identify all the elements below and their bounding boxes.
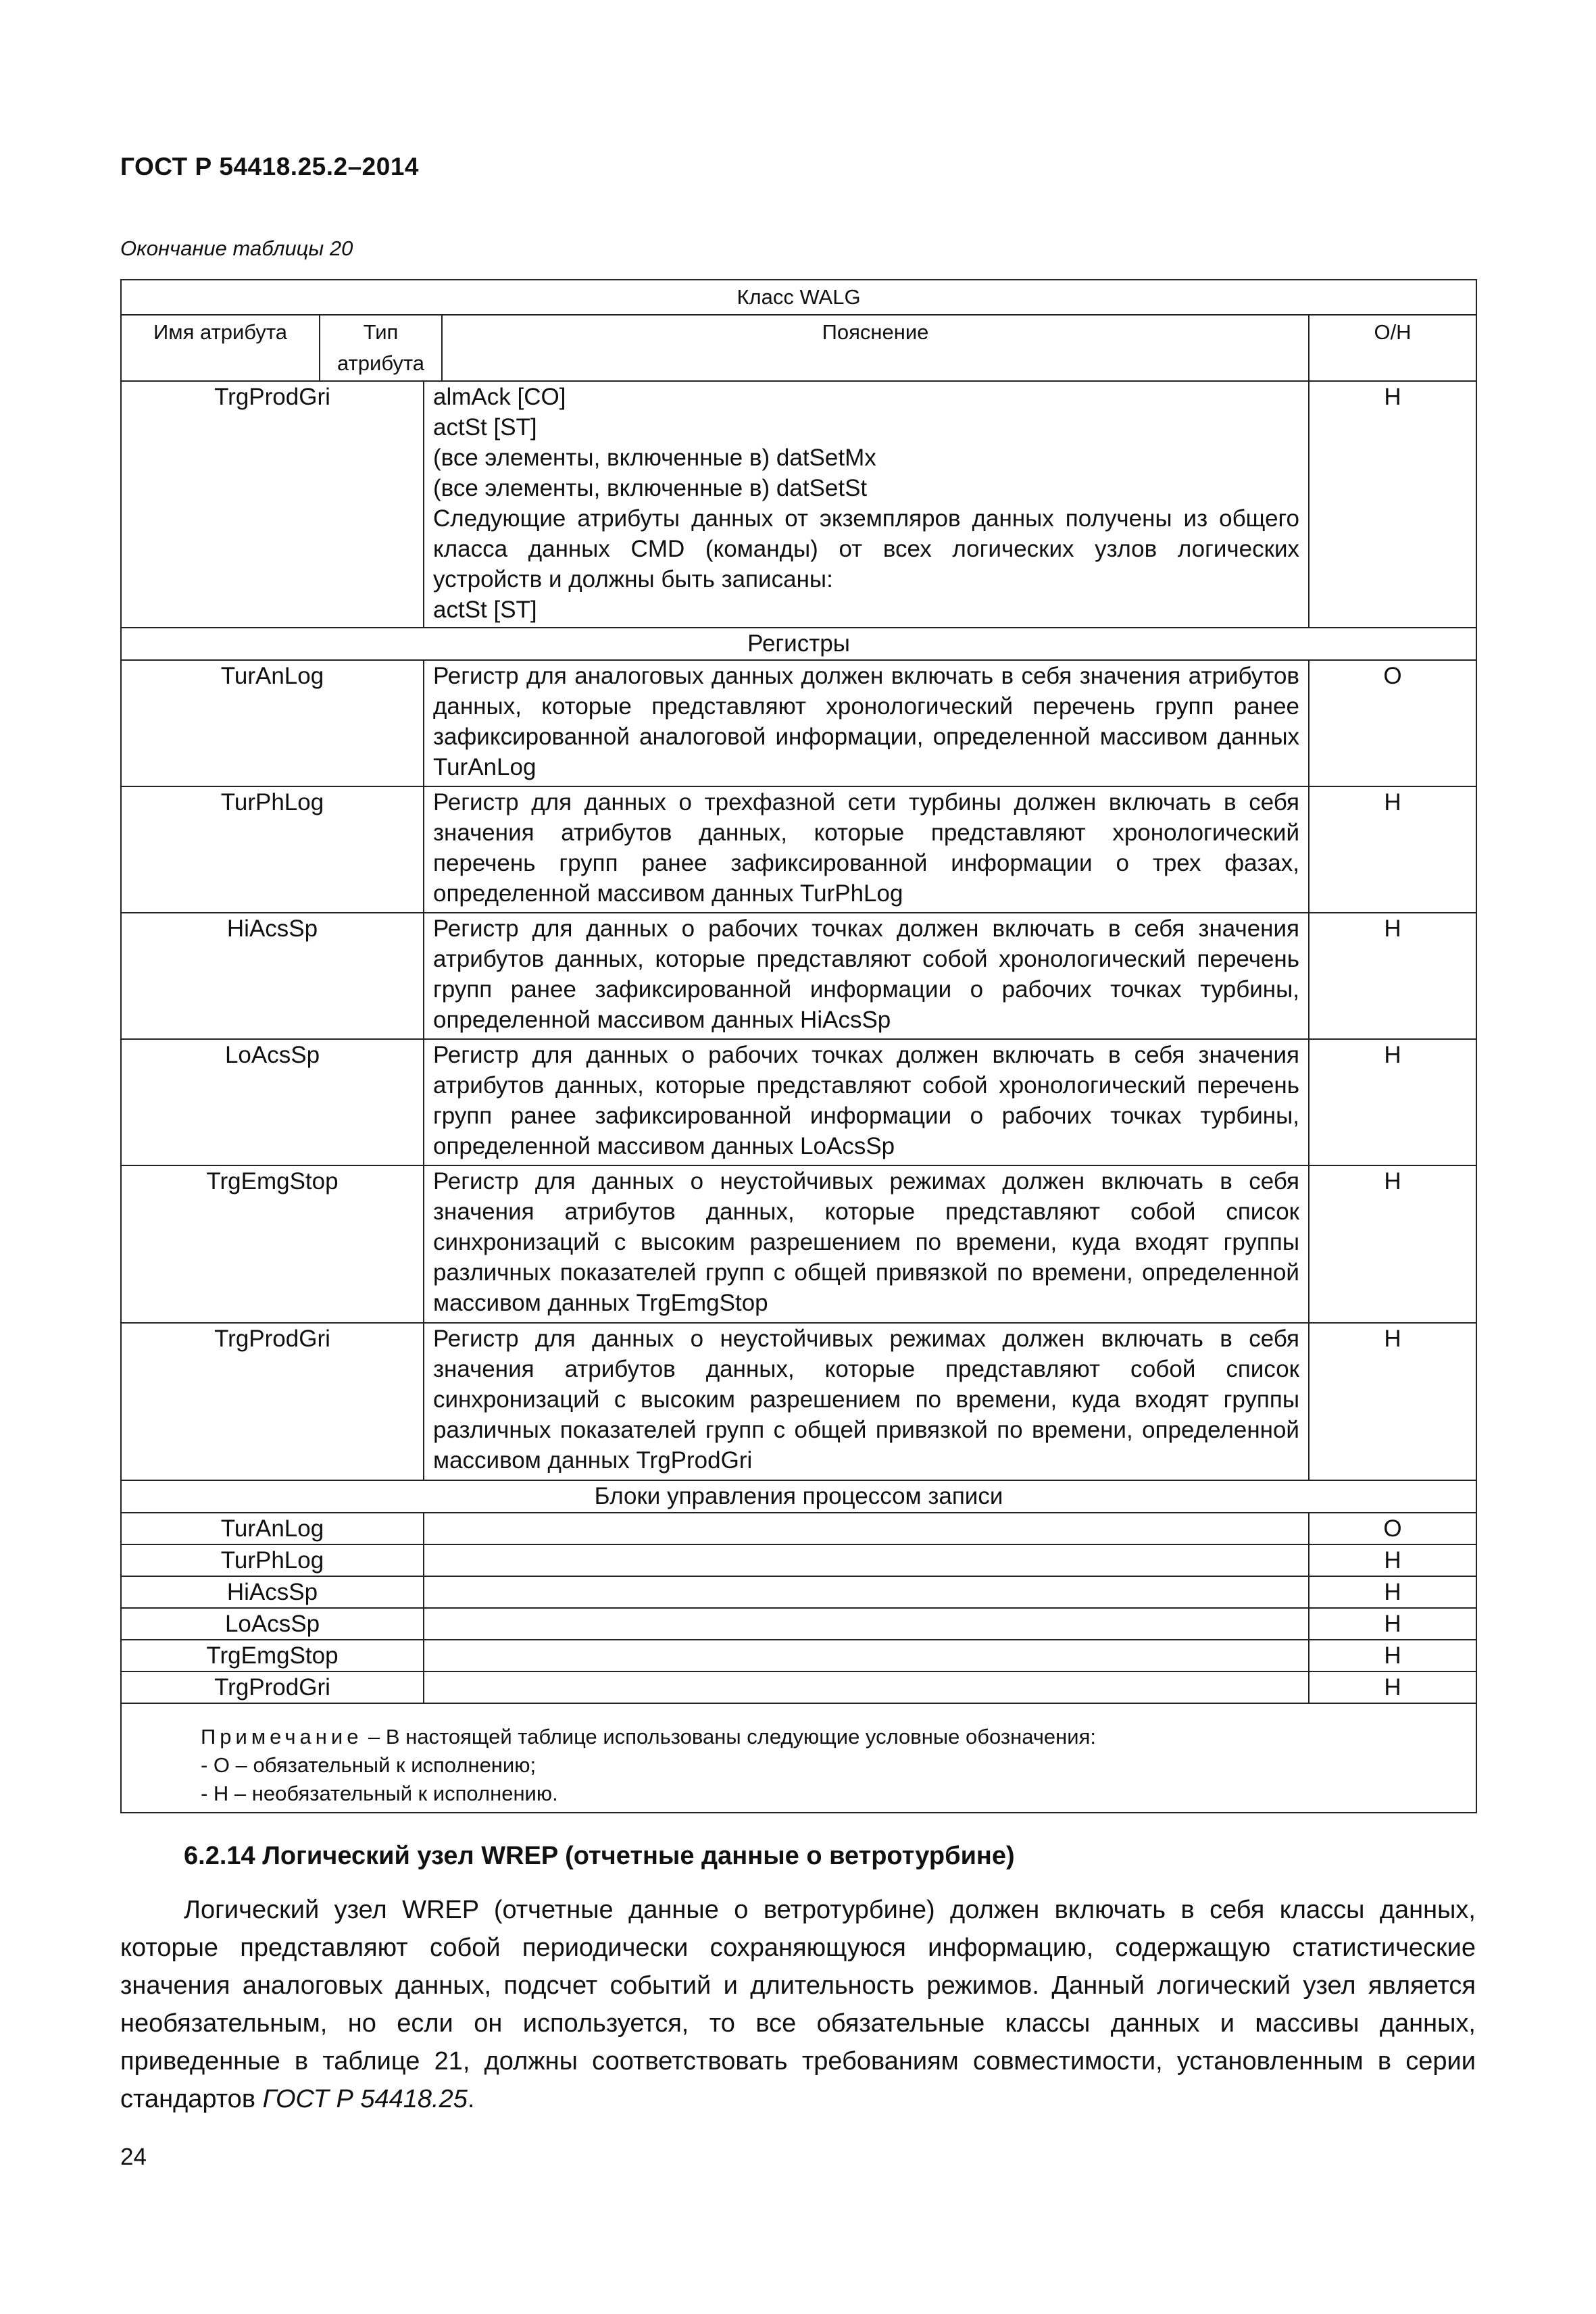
attr-mo: Н [1309,381,1476,628]
attr-desc-empty [424,1608,1309,1640]
section-heading: 6.2.14 Логический узел WREP (отчетные данные о ветротурбине) [184,1842,1015,1870]
attr-desc-empty [424,1513,1309,1544]
col-header-type: Тип атрибута [320,315,442,381]
table-row [121,660,1476,786]
note-intro: – В настоящей таблице использованы следующие условные обозначения: [362,1725,1096,1749]
column-header-row [121,315,1476,381]
table-row [121,1671,1476,1703]
note-label: Примечание [201,1725,363,1749]
desc-line: (все элементы, включенные в) datSetMx [433,445,876,471]
table-row [121,1323,1476,1480]
attr-mo: Н [1309,786,1476,913]
attr-mo: О [1309,660,1476,786]
section-row-registers [121,628,1476,660]
attr-name: HiAcsSp [121,913,424,1039]
desc-line: actSt [ST] [433,597,537,623]
desc-line: actSt [ST] [433,414,537,441]
attr-name: TurAnLog [121,660,424,786]
attr-desc: Регистр для данных о трехфазной сети турбины должен включать в себя значения атрибутов данных, которые представляют хронологический перечень групп ранее зафиксированной информации о трех фазах, определенной массивом данных TurPhLog [424,786,1309,913]
class-title-row [121,280,1476,315]
attr-mo: Н [1309,1640,1476,1671]
attr-mo: Н [1309,1608,1476,1640]
attr-mo: Н [1309,1544,1476,1576]
desc-line: Следующие атрибуты данных от экземпляров данных получены из общего класса данных CMD (команды) от всех логических узлов логических устройств и должны быть записаны: [433,505,1299,593]
attr-name: TurPhLog [121,1544,424,1576]
attr-desc [424,381,1309,628]
attr-mo: Н [1309,1576,1476,1608]
attr-mo: О [1309,1513,1476,1544]
desc-line: (все элементы, включенные в) datSetSt [433,475,868,501]
attr-name: HiAcsSp [121,1576,424,1608]
table-row [121,1513,1476,1544]
table-note [121,1703,1476,1813]
table-row [121,913,1476,1039]
attr-name: LoAcsSp [121,1608,424,1640]
attr-mo: Н [1309,1165,1476,1323]
col-header-mo: О/Н [1309,315,1476,381]
body-text: Логический узел WREP (отчетные данные о ветротурбине) должен включать в себя классы данных, которые представляют собой периодически сохраняющуюся информацию, содержащую статистические значения аналоговых данных, подсчет событий и длительность режимов. Данный логический узел является необязательным, но если он используется, то все обязательные классы данных и массивы данных, приведенные в таблице 21, должны соответствовать требованиям совместимости, установленным в серии стандартов [120,1896,1476,2113]
attributes-table [120,279,1477,1813]
attr-name: TurPhLog [121,786,424,913]
table-row [121,1039,1476,1165]
desc-line: almAck [CO] [433,384,566,410]
section-title: Блоки управления процессом записи [121,1480,1476,1513]
attr-mo: Н [1309,1323,1476,1480]
section-title: Регистры [121,628,1476,660]
attr-desc: Регистр для данных о рабочих точках должен включать в себя значения атрибутов данных, которые представляют собой хронологический перечень групп ранее зафиксированной информации о рабочих точках турбины, определенной массивом данных LoAcsSp [424,1039,1309,1165]
class-title: Класс WALG [121,280,1476,315]
attr-desc: Регистр для данных о неустойчивых режимах должен включать в себя значения атрибутов данных, которые представляют собой список синхронизаций с высоким разрешением по времени, куда входят группы различных показателей групп с общей привязкой по времени, определенной массивом данных TrgProdGri [424,1323,1309,1480]
table-row [121,1576,1476,1608]
attr-desc: Регистр для данных о рабочих точках должен включать в себя значения атрибутов данных, которые представляют собой хронологический перечень групп ранее зафиксированной информации о рабочих точках турбины, определенной массивом данных HiAcsSp [424,913,1309,1039]
attr-name: TrgProdGri [121,1671,424,1703]
col-header-desc: Пояснение [442,315,1309,381]
attr-name: TrgProdGri [121,381,424,628]
table-row [121,1544,1476,1576]
standard-reference: ГОСТ Р 54418.25 [262,2085,468,2113]
note-line: - О – обязательный к исполнению; [201,1753,537,1777]
attr-desc-empty [424,1640,1309,1671]
table-row [121,1640,1476,1671]
note-intro-line [201,1723,1455,1751]
attr-name: LoAcsSp [121,1039,424,1165]
col-header-name: Имя атрибута [121,315,320,381]
attr-desc-empty [424,1544,1309,1576]
attr-name: TrgEmgStop [121,1165,424,1323]
section-row-blocks [121,1480,1476,1513]
table-row-trgprodgri-cmd [121,381,1476,628]
attr-name: TrgProdGri [121,1323,424,1480]
body-paragraph [120,1891,1476,2118]
attr-desc-empty [424,1671,1309,1703]
attr-name: TrgEmgStop [121,1640,424,1671]
table-row [121,786,1476,913]
body-end: . [467,2085,475,2113]
page-number: 24 [120,2144,147,2170]
attr-mo: Н [1309,913,1476,1039]
attr-desc-empty [424,1576,1309,1608]
note-line: - Н – необязательный к исполнению. [201,1782,558,1805]
attr-mo: Н [1309,1671,1476,1703]
attr-mo: Н [1309,1039,1476,1165]
table-row [121,1165,1476,1323]
attr-desc: Регистр для аналоговых данных должен включать в себя значения атрибутов данных, которые представляют хронологический перечень групп ранее зафиксированной аналоговой информации, определенной массивом данных TurAnLog [424,660,1309,786]
document-header: ГОСТ Р 54418.25.2–2014 [120,153,419,180]
table-caption: Окончание таблицы 20 [120,236,353,260]
note-row [121,1703,1476,1813]
table-row [121,1608,1476,1640]
attr-desc: Регистр для данных о неустойчивых режимах должен включать в себя значения атрибутов данных, которые представляют собой список синхронизаций с высоким разрешением по времени, куда входят группы различных показателей групп с общей привязкой по времени, определенной массивом данных TrgEmgStop [424,1165,1309,1323]
attr-name: TurAnLog [121,1513,424,1544]
